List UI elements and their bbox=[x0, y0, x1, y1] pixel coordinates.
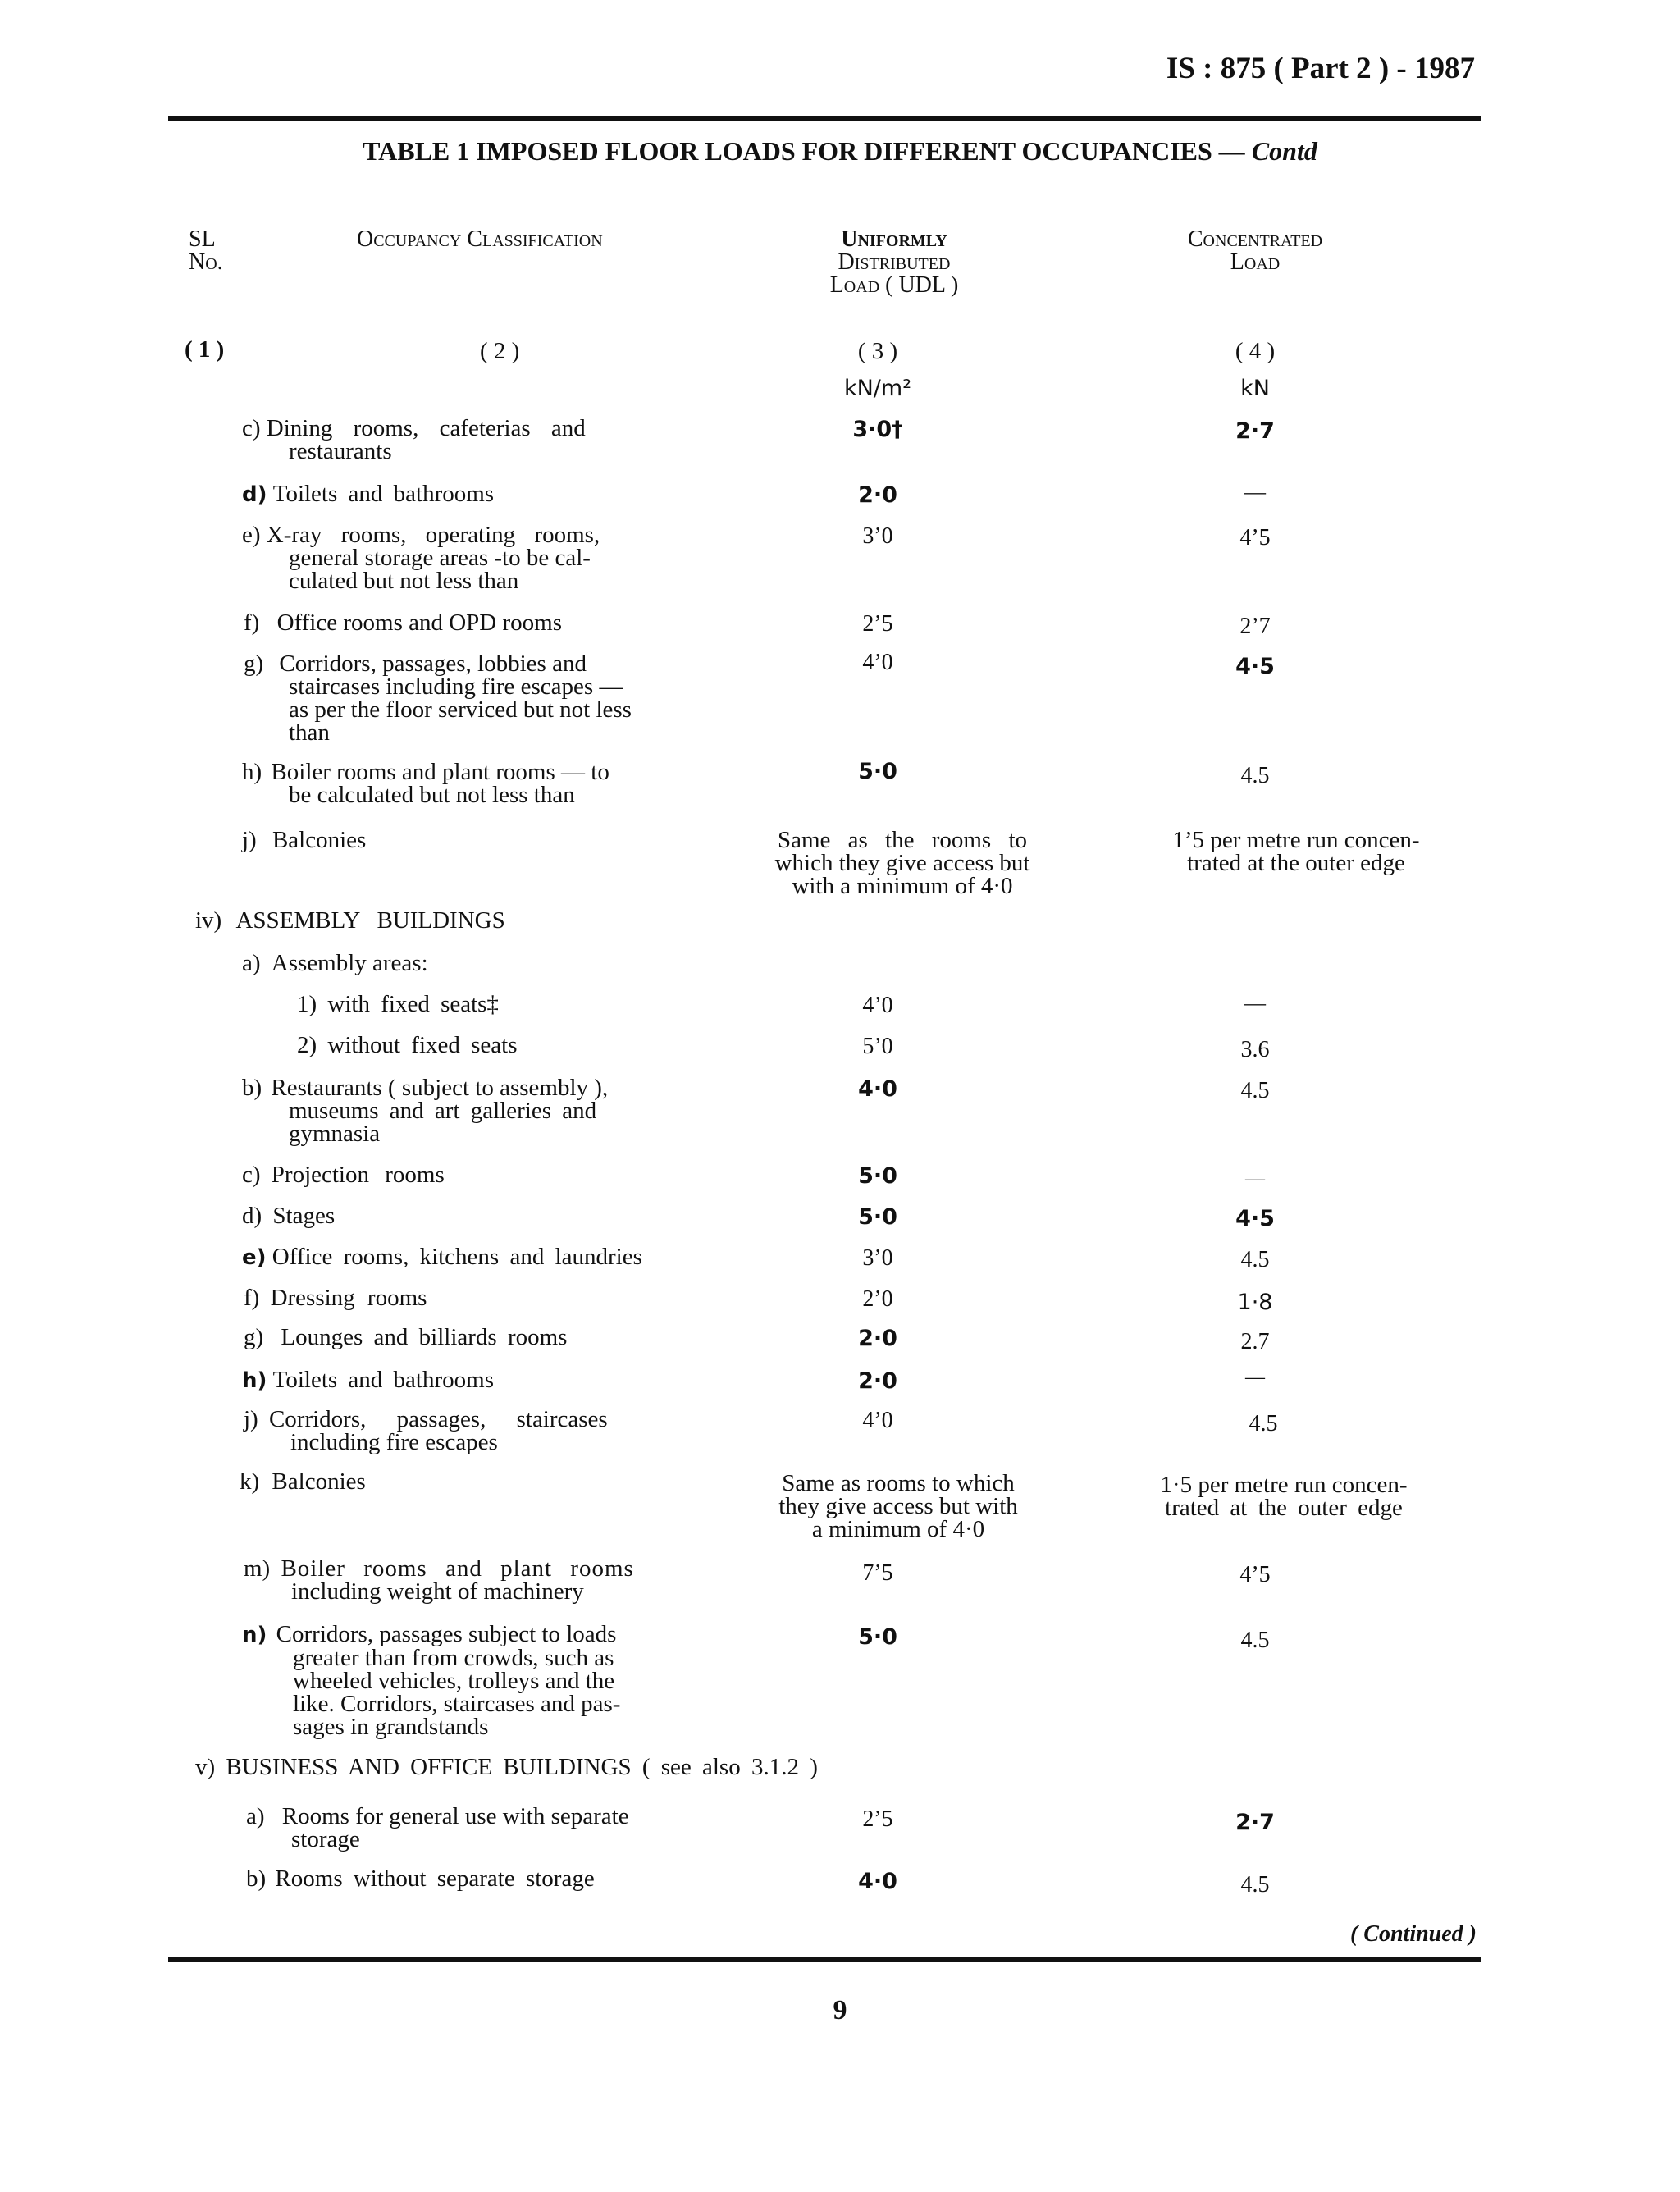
row-text: without fixed seats bbox=[327, 1032, 518, 1058]
conc-value: 4·5 bbox=[1235, 654, 1275, 679]
row-label: c) bbox=[242, 415, 261, 441]
udl-value: 2·0 bbox=[858, 1368, 897, 1394]
row-text: X-ray rooms, operating rooms, bbox=[266, 522, 600, 548]
table-row bbox=[244, 1286, 427, 1309]
row-text: Boiler rooms and plant rooms — to bbox=[271, 759, 609, 785]
row-text: Office rooms, kitchens and laundries bbox=[272, 1244, 642, 1270]
col-number-1: ( 1 ) bbox=[185, 336, 225, 363]
table-row bbox=[242, 1368, 494, 1392]
udl-value: 5·0 bbox=[858, 759, 897, 784]
table-row bbox=[244, 652, 703, 744]
header-conc-line1: Concentrated bbox=[1187, 226, 1323, 252]
row-label: f) bbox=[244, 1285, 260, 1311]
table-row bbox=[297, 993, 499, 1016]
udl-value: 3·0† bbox=[852, 417, 903, 442]
row-label: h) bbox=[242, 759, 262, 785]
page-number: 9 bbox=[833, 1995, 847, 2025]
row-text: Lounges and billiards rooms bbox=[281, 1324, 568, 1350]
row-label: n) bbox=[242, 1623, 267, 1647]
conc-value: — bbox=[1245, 1367, 1265, 1388]
udl-value: 3’0 bbox=[862, 1245, 893, 1271]
row-label: h) bbox=[242, 1368, 267, 1393]
table-row bbox=[242, 1204, 335, 1227]
conc-value: 4’5 bbox=[1239, 525, 1271, 550]
row-label: c) bbox=[242, 1162, 261, 1188]
row-text: Dressing rooms bbox=[270, 1285, 427, 1311]
table-row bbox=[297, 1034, 518, 1057]
row-text: Toilets and bathrooms bbox=[272, 481, 495, 507]
row-text: Dining rooms, cafeterias and bbox=[266, 415, 586, 441]
row-text: Balconies bbox=[272, 1468, 366, 1495]
row-text: storage bbox=[291, 1826, 360, 1852]
row-text: Assembly areas: bbox=[271, 950, 428, 976]
table-row bbox=[246, 1867, 595, 1890]
continued-note: ( Continued ) bbox=[1349, 1921, 1477, 1947]
row-text: Rooms for general use with separate bbox=[281, 1803, 629, 1829]
conc-value: 4.5 bbox=[1240, 1872, 1270, 1897]
table-row bbox=[244, 1326, 567, 1349]
udl-line: which they give access but bbox=[774, 850, 1030, 876]
row-label: 1) bbox=[297, 991, 317, 1017]
conc-value: 3.6 bbox=[1240, 1037, 1270, 1062]
udl-value: 4’0 bbox=[862, 993, 893, 1018]
table-row bbox=[242, 482, 494, 506]
header-sl-line2: No. bbox=[189, 249, 223, 275]
conc-value: 4.5 bbox=[1240, 763, 1270, 788]
col-number-2: ( 2 ) bbox=[480, 338, 520, 364]
udl-value: 4’0 bbox=[862, 650, 893, 675]
udl-value: 4’0 bbox=[862, 1408, 893, 1433]
row-label: g) bbox=[244, 651, 264, 677]
row-label: a) bbox=[242, 950, 261, 976]
section-number: iv) bbox=[195, 907, 222, 934]
header-conc-line2: Load bbox=[1230, 249, 1281, 275]
udl-value bbox=[742, 1472, 1054, 1541]
conc-value: 4·5 bbox=[1235, 1206, 1275, 1231]
row-label: a) bbox=[246, 1803, 265, 1829]
col-number-4: ( 4 ) bbox=[1235, 338, 1276, 364]
row-label: b) bbox=[242, 1075, 262, 1101]
udl-value: 2·0 bbox=[858, 482, 897, 508]
header-udl-line2: Distributed bbox=[838, 249, 951, 275]
row-label: m) bbox=[244, 1555, 271, 1582]
row-text: like. Corridors, staircases and pas- bbox=[293, 1691, 621, 1717]
udl-value: 5·0 bbox=[858, 1624, 897, 1650]
section-number: v) bbox=[195, 1754, 216, 1780]
top-rule bbox=[168, 116, 1481, 121]
table-row bbox=[242, 829, 366, 852]
unit-udl: kN/m² bbox=[843, 376, 912, 401]
table-row bbox=[242, 1245, 642, 1269]
row-label: g) bbox=[244, 1324, 264, 1350]
row-text: restaurants bbox=[289, 438, 392, 464]
row-text: Corridors, passages, lobbies and bbox=[279, 651, 587, 677]
header-sl-line1: SL bbox=[189, 226, 216, 252]
row-text: Restaurants ( subject to assembly ), bbox=[271, 1075, 609, 1101]
row-label: d) bbox=[242, 1203, 262, 1229]
row-text: Toilets and bathrooms bbox=[272, 1367, 494, 1393]
udl-line: a minimum of 4·0 bbox=[811, 1516, 985, 1542]
row-text: general storage areas -to be cal- bbox=[289, 545, 591, 571]
row-text: as per the floor serviced but not less bbox=[289, 696, 632, 723]
row-text: including weight of machinery bbox=[291, 1578, 584, 1605]
row-text: greater than from crowds, such as bbox=[293, 1645, 614, 1671]
udl-value: 3’0 bbox=[862, 523, 893, 549]
row-label: k) bbox=[240, 1468, 260, 1495]
udl-value: 5·0 bbox=[858, 1204, 897, 1230]
conc-line: 1’5 per metre run concen- bbox=[1172, 827, 1420, 853]
table-title bbox=[0, 136, 1680, 167]
udl-value: 2’0 bbox=[862, 1286, 893, 1312]
table-row bbox=[242, 523, 701, 592]
col-number-3: ( 3 ) bbox=[857, 338, 898, 364]
standard-reference: IS : 875 ( Part 2 ) - 1987 bbox=[1166, 52, 1475, 85]
conc-line: trated at the outer edge bbox=[1187, 850, 1405, 876]
row-label: d) bbox=[242, 482, 267, 507]
row-text: gymnasia bbox=[289, 1121, 381, 1147]
row-label: j) bbox=[242, 827, 257, 853]
conc-value bbox=[1136, 829, 1456, 875]
udl-value: 5’0 bbox=[862, 1034, 893, 1059]
conc-line: 1·5 per metre run concen- bbox=[1160, 1472, 1408, 1498]
udl-line: they give access but with bbox=[778, 1493, 1018, 1519]
header-udl-line1: Uniformly bbox=[841, 226, 947, 252]
table-row bbox=[244, 1557, 703, 1603]
table-row bbox=[242, 1623, 701, 1738]
table-row bbox=[240, 1470, 366, 1493]
table-title-contd: — Contd bbox=[1218, 136, 1317, 166]
conc-value: 4.5 bbox=[1249, 1411, 1278, 1436]
header-udl-line3: Load ( UDL ) bbox=[829, 272, 959, 298]
conc-value: 4.5 bbox=[1240, 1247, 1270, 1272]
conc-value: — bbox=[1244, 991, 1266, 1015]
row-text: culated but not less than bbox=[289, 568, 519, 594]
udl-value: 2’5 bbox=[862, 611, 893, 637]
table-row bbox=[246, 1805, 705, 1851]
row-text: Boiler rooms and plant rooms bbox=[281, 1555, 634, 1582]
row-text: Stages bbox=[272, 1203, 336, 1229]
row-label: 2) bbox=[297, 1032, 317, 1058]
row-text: Corridors, passages subject to loads bbox=[276, 1621, 617, 1647]
row-text: Office rooms and OPD rooms bbox=[276, 610, 562, 636]
table-row bbox=[242, 417, 685, 463]
row-text: including fire escapes bbox=[290, 1429, 498, 1455]
udl-value: 5·0 bbox=[858, 1163, 897, 1189]
conc-value: 2’7 bbox=[1239, 614, 1271, 639]
header-sl bbox=[189, 228, 223, 274]
row-text: sages in grandstands bbox=[293, 1714, 489, 1740]
header-occupancy: Occupancy Classification bbox=[357, 226, 603, 252]
row-text: Rooms without separate storage bbox=[275, 1865, 595, 1892]
udl-value bbox=[742, 829, 1062, 897]
conc-value: 4’5 bbox=[1239, 1562, 1271, 1587]
conc-line: trated at the outer edge bbox=[1165, 1495, 1403, 1521]
row-text: staircases including fire escapes — bbox=[289, 674, 623, 700]
row-text: with fixed seats‡ bbox=[327, 991, 499, 1017]
udl-value: 4·0 bbox=[858, 1076, 897, 1102]
header-udl bbox=[755, 228, 1034, 297]
table-row bbox=[242, 760, 701, 806]
conc-value: — bbox=[1245, 1168, 1265, 1190]
table-row bbox=[244, 1408, 703, 1454]
row-text: Corridors, passages, staircases bbox=[268, 1406, 608, 1432]
row-text: than bbox=[289, 719, 330, 746]
conc-value: 2·7 bbox=[1235, 1810, 1275, 1835]
row-label: j) bbox=[244, 1406, 258, 1432]
conc-value: 4.5 bbox=[1240, 1628, 1270, 1653]
row-text: Balconies bbox=[272, 827, 367, 853]
conc-value bbox=[1124, 1473, 1444, 1519]
row-text: wheeled vehicles, trolleys and the bbox=[293, 1668, 615, 1694]
udl-line: with a minimum of 4·0 bbox=[792, 873, 1013, 899]
udl-line: Same as the rooms to bbox=[777, 827, 1028, 853]
row-label: e) bbox=[242, 522, 261, 548]
table-row bbox=[244, 611, 562, 634]
section-title: ASSEMBLY BUILDINGS bbox=[235, 907, 505, 934]
row-text: museums and art galleries and bbox=[289, 1098, 597, 1124]
row-text: Projection rooms bbox=[271, 1162, 445, 1188]
section-title: BUSINESS AND OFFICE BUILDINGS ( see also 3.1.2 ) bbox=[226, 1754, 818, 1780]
unit-conc: kN bbox=[1240, 376, 1270, 401]
udl-line: Same as rooms to which bbox=[782, 1470, 1015, 1496]
udl-value: 4·0 bbox=[858, 1869, 897, 1894]
conc-value: 4.5 bbox=[1240, 1078, 1270, 1103]
conc-value: — bbox=[1244, 480, 1266, 504]
bottom-rule bbox=[168, 1957, 1481, 1962]
table-row bbox=[242, 952, 428, 975]
conc-value: 2.7 bbox=[1240, 1329, 1270, 1354]
section-heading bbox=[195, 909, 505, 932]
table-row bbox=[242, 1163, 445, 1186]
table-row bbox=[242, 1076, 701, 1145]
table-title-text: TABLE 1 IMPOSED FLOOR LOADS FOR DIFFERENT OCCUPANCIES bbox=[363, 136, 1212, 166]
row-text: be calculated but not less than bbox=[289, 782, 575, 808]
header-concentrated bbox=[1132, 228, 1378, 274]
udl-value: 2’5 bbox=[862, 1806, 893, 1832]
conc-value: 2·7 bbox=[1235, 418, 1275, 444]
section-heading bbox=[195, 1756, 818, 1779]
conc-value: 1·8 bbox=[1237, 1290, 1273, 1315]
row-label: b) bbox=[246, 1865, 267, 1892]
row-label: f) bbox=[244, 610, 260, 636]
udl-value: 2·0 bbox=[858, 1326, 897, 1351]
udl-value: 7’5 bbox=[862, 1560, 893, 1586]
row-label: e) bbox=[242, 1245, 267, 1270]
